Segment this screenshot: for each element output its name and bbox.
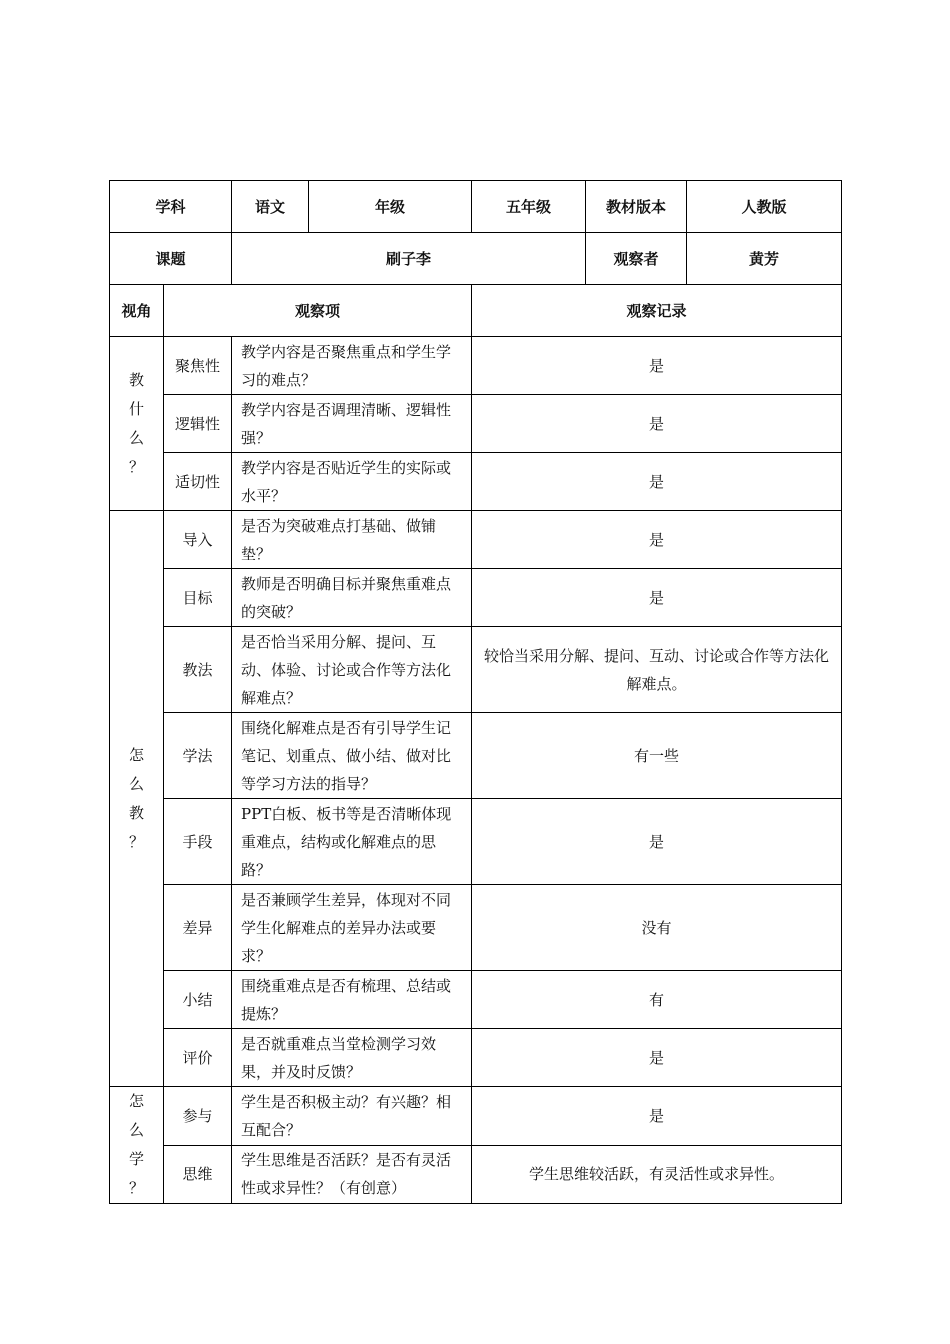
edition-label: 教材版本 [586, 181, 687, 233]
item-question: 教学内容是否调理清晰、逻辑性强？ [232, 395, 472, 453]
item-name: 适切性 [164, 453, 232, 511]
item-question: 是否就重难点当堂检测学习效果，并及时反馈？ [232, 1029, 472, 1087]
item-name: 差异 [164, 885, 232, 971]
perspective-how-to-teach: 怎 么 教 ？ [110, 511, 164, 1087]
observation-table [109, 180, 842, 1204]
item-record: 没有 [472, 885, 842, 971]
subject-label: 学科 [110, 181, 232, 233]
item-record: 较恰当采用分解、提问、互动、讨论或合作等方法化解难点。 [472, 627, 842, 713]
item-name: 逻辑性 [164, 395, 232, 453]
grade-label: 年级 [309, 181, 472, 233]
item-record: 是 [472, 337, 842, 395]
item-question: PPT白板、板书等是否清晰体现重难点，结构或化解难点的思路？ [232, 799, 472, 885]
item-name: 导入 [164, 511, 232, 569]
subject-value: 语文 [232, 181, 309, 233]
table-row [110, 1029, 842, 1087]
item-name: 目标 [164, 569, 232, 627]
item-name: 思维 [164, 1145, 232, 1204]
item-question: 学生是否积极主动？有兴趣？相互配合？ [232, 1087, 472, 1146]
table-row [110, 1145, 842, 1204]
header-row-topic [110, 233, 842, 285]
column-header-row [110, 285, 842, 337]
table-row [110, 971, 842, 1029]
observer-label: 观察者 [586, 233, 687, 285]
item-question: 学生思维是否活跃？是否有灵活性或求异性？（有创意） [232, 1145, 472, 1204]
item-record: 是 [472, 453, 842, 511]
item-record: 有一些 [472, 713, 842, 799]
item-name: 评价 [164, 1029, 232, 1087]
item-record: 是 [472, 569, 842, 627]
grade-value: 五年级 [472, 181, 586, 233]
item-record: 学生思维较活跃，有灵活性或求异性。 [472, 1145, 842, 1204]
edition-value: 人教版 [687, 181, 842, 233]
item-record: 有 [472, 971, 842, 1029]
table-row [110, 1087, 842, 1146]
perspective-how-to-learn: 怎 么 学 ？ [110, 1087, 164, 1204]
table-row [110, 713, 842, 799]
item-header: 观察项 [164, 285, 472, 337]
topic-value: 刷子李 [232, 233, 586, 285]
item-question: 教师是否明确目标并聚焦重难点的突破？ [232, 569, 472, 627]
table-row [110, 453, 842, 511]
item-name: 参与 [164, 1087, 232, 1146]
item-question: 围绕重难点是否有梳理、总结或提炼？ [232, 971, 472, 1029]
item-question: 教学内容是否贴近学生的实际或水平？ [232, 453, 472, 511]
item-record: 是 [472, 1087, 842, 1146]
perspective-what-to-teach: 教 什 么 ？ [110, 337, 164, 511]
item-name: 教法 [164, 627, 232, 713]
item-name: 聚焦性 [164, 337, 232, 395]
item-question: 是否恰当采用分解、提问、互动、体验、讨论或合作等方法化解难点？ [232, 627, 472, 713]
table-row [110, 885, 842, 971]
item-name: 小结 [164, 971, 232, 1029]
topic-label: 课题 [110, 233, 232, 285]
item-record: 是 [472, 395, 842, 453]
table-row [110, 395, 842, 453]
item-name: 学法 [164, 713, 232, 799]
item-question: 是否为突破难点打基础、做铺垫？ [232, 511, 472, 569]
table-row [110, 511, 842, 569]
table-row [110, 627, 842, 713]
item-question: 是否兼顾学生差异，体现对不同学生化解难点的差异办法或要求？ [232, 885, 472, 971]
table-row [110, 799, 842, 885]
record-header: 观察记录 [472, 285, 842, 337]
item-name: 手段 [164, 799, 232, 885]
item-record: 是 [472, 1029, 842, 1087]
item-record: 是 [472, 511, 842, 569]
item-record: 是 [472, 799, 842, 885]
perspective-header: 视角 [110, 285, 164, 337]
header-row-subject [110, 181, 842, 233]
item-question: 教学内容是否聚焦重点和学生学习的难点？ [232, 337, 472, 395]
table-row [110, 337, 842, 395]
item-question: 围绕化解难点是否有引导学生记笔记、划重点、做小结、做对比等学习方法的指导？ [232, 713, 472, 799]
observer-value: 黄芳 [687, 233, 842, 285]
table-row [110, 569, 842, 627]
